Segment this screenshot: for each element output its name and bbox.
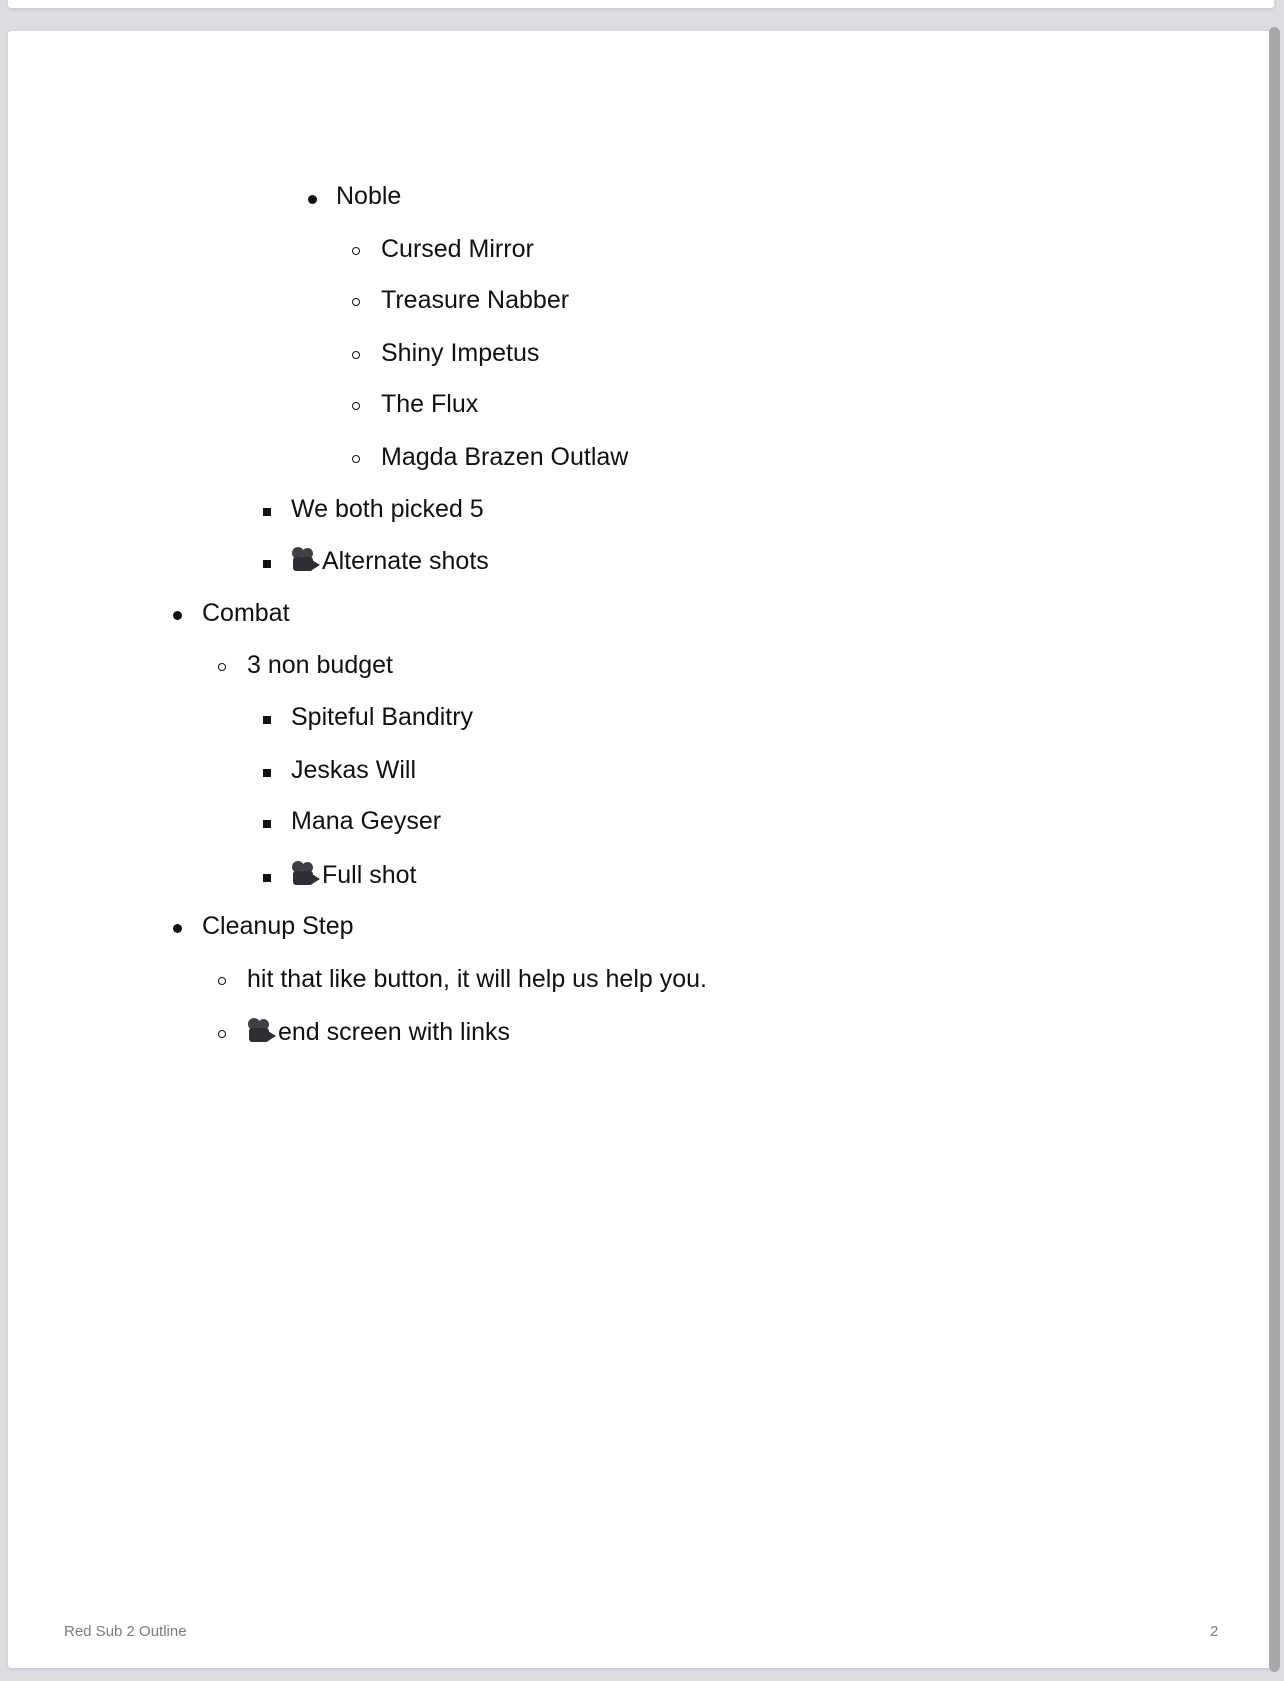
bullet-disc-icon <box>308 195 317 204</box>
list-item: hit that like button, it will help us help you. <box>247 965 707 993</box>
document-page <box>8 31 1274 1668</box>
bullet-circle-icon <box>218 1030 226 1038</box>
movie-camera-icon <box>291 861 321 887</box>
footer-document-title: Red Sub 2 Outline <box>64 1623 187 1640</box>
movie-camera-icon <box>291 547 321 573</box>
list-item: Spiteful Banditry <box>291 703 474 731</box>
bullet-square-icon <box>263 716 271 724</box>
previous-page-edge <box>8 0 1274 8</box>
bullet-circle-icon <box>352 298 360 306</box>
list-item: Alternate shots <box>291 546 489 576</box>
bullet-square-icon <box>263 769 271 777</box>
list-item: Cursed Mirror <box>381 235 534 263</box>
list-item: Noble <box>336 182 402 210</box>
list-item: Mana Geyser <box>291 807 442 835</box>
bullet-square-icon <box>263 508 271 516</box>
list-item: The Flux <box>381 390 479 418</box>
bullet-square-icon <box>263 820 271 828</box>
bullet-circle-icon <box>218 663 226 671</box>
bullet-circle-icon <box>352 402 360 410</box>
list-item: Cleanup Step <box>202 912 354 940</box>
list-item: Full shot <box>291 860 416 890</box>
bullet-disc-icon <box>173 924 182 933</box>
bullet-circle-icon <box>352 247 360 255</box>
list-item: We both picked 5 <box>291 495 484 523</box>
footer-page-number: 2 <box>1210 1623 1219 1640</box>
list-item: Shiny Impetus <box>381 339 540 367</box>
bullet-disc-icon <box>173 611 182 620</box>
bullet-square-icon <box>263 874 271 882</box>
vertical-scrollbar[interactable] <box>1269 27 1280 1672</box>
bullet-square-icon <box>263 560 271 568</box>
bullet-circle-icon <box>352 351 360 359</box>
list-item: 3 non budget <box>247 651 393 679</box>
bullet-circle-icon <box>218 977 226 985</box>
list-item: Combat <box>202 599 290 627</box>
list-item: end screen with links <box>247 1017 510 1047</box>
list-item: Treasure Nabber <box>381 286 570 314</box>
list-item: Jeskas Will <box>291 756 417 784</box>
bullet-circle-icon <box>352 455 360 463</box>
list-item: Magda Brazen Outlaw <box>381 443 629 471</box>
movie-camera-icon <box>247 1018 277 1044</box>
